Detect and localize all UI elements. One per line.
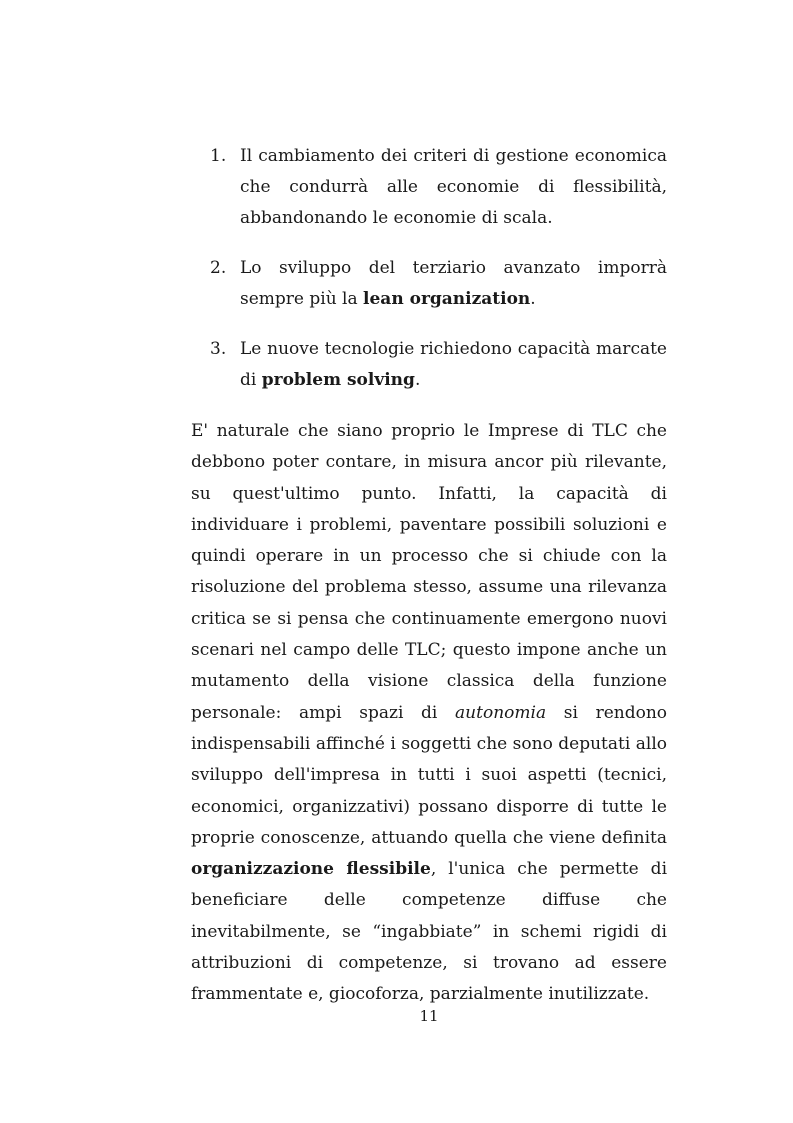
list-item: [206, 334, 667, 396]
list-number: 3.: [210, 339, 227, 359]
list-item: [206, 253, 667, 315]
numbered-list: [206, 141, 667, 415]
list-item-text: Lo sviluppo del terziario avanzato imporrà sempre più la lean organization.: [240, 258, 667, 309]
list-number: 2.: [210, 258, 227, 278]
bold-term: problem solving: [261, 370, 415, 390]
list-item: [206, 141, 667, 234]
list-number: 1.: [210, 146, 227, 166]
bold-term: organizzazione flessibile: [191, 859, 431, 880]
body-paragraph: E' naturale che siano proprio le Imprese di TLC che debbono poter contare, in misura ancor più rilevante, su quest'ultimo punto. Infatti, la capacità di individuare i problemi, paventare possibili soluzioni e quindi operare in un processo che si chiude con la risoluzione del problema stesso, assume una rilevanza critica se si pensa che continuamente emergono nuovi scenari nel campo delle TLC; questo impone anche un mutamento della visione classica della funzione personale: ampi spazi di autonomia si rendono indispensabili affinché i soggetti che sono deputati allo sviluppo dell'impresa in tutti i suoi aspetti (tecnici, economici, organizzativi) possano disporre di tutte le proprie conoscenze, attuando quella che viene definita organizzazione flessibile, l'unica che permette di beneficiare delle competenze diffuse che inevitabilmente, se “ingabbiate” in schemi rigidi di attribuzioni di competenze, si trovano ad essere frammentate e, giocoforza, parzialmente inutilizzate.: [191, 421, 668, 1005]
italic-term: autonomia: [455, 702, 547, 723]
bold-term: lean organization: [363, 289, 531, 309]
list-item-text: Il cambiamento dei criteri di gestione economica che condurrà alle economie di flessibilità, abbandonando le economie di scala.: [240, 146, 667, 228]
page-number: 11: [419, 1007, 439, 1025]
list-item-text: Le nuove tecnologie richiedono capacità marcate di problem solving.: [240, 339, 667, 390]
